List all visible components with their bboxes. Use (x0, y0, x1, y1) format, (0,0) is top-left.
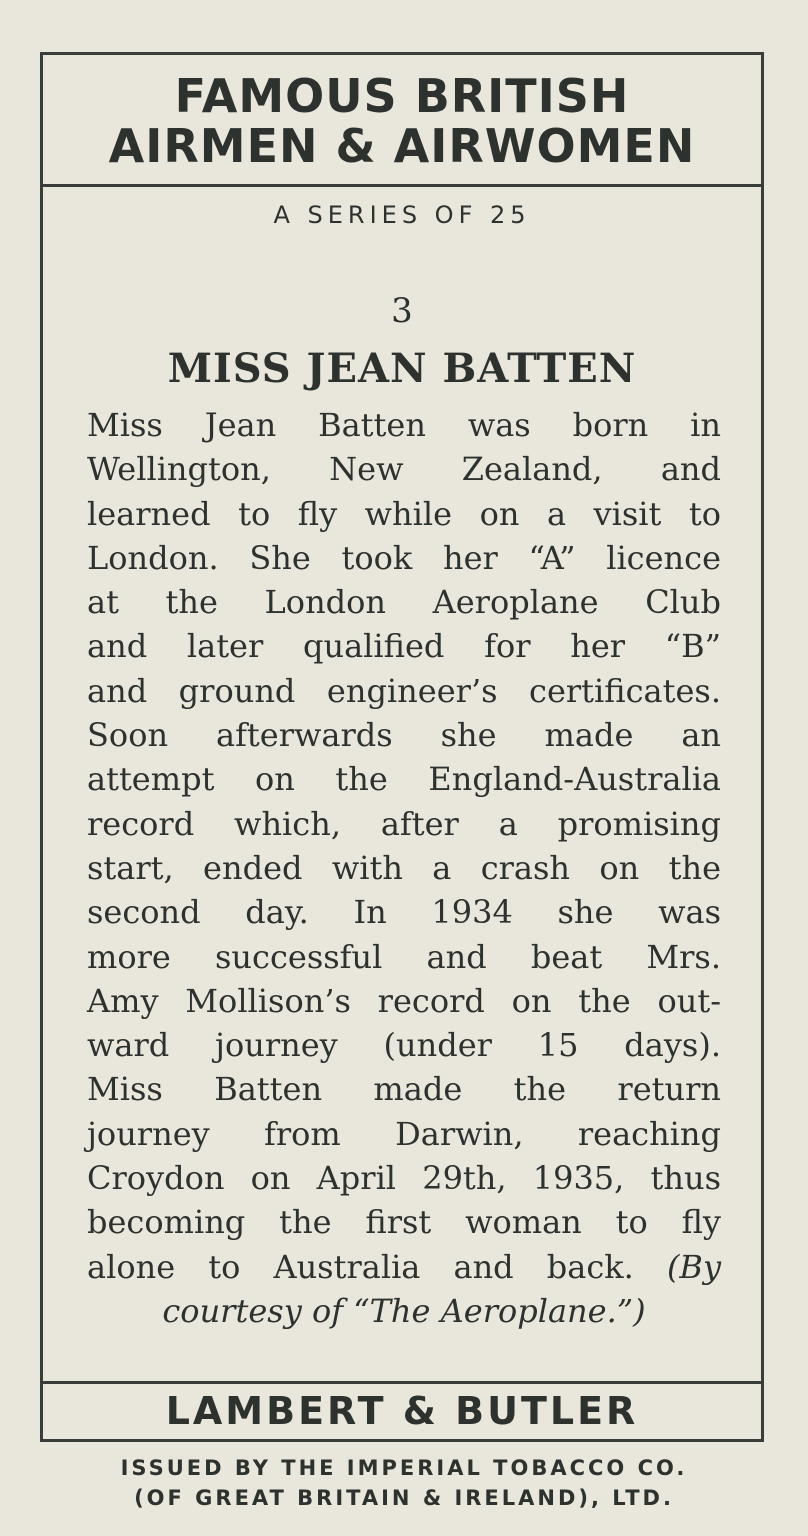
body-line: and later qualified for her “B” (87, 627, 721, 666)
body-line: Miss Jean Batten was born in (87, 406, 721, 444)
body-line: Amy Mollison’s record on the out- (87, 981, 721, 1020)
body-line: record which, after a promising (87, 804, 721, 843)
last-line-text: alone to Australia and back. (87, 1247, 634, 1286)
credit-part-2: courtesy of “The Aeroplane.”) (162, 1291, 646, 1330)
body-line: Croydon on April 29th, 1935, thus (87, 1159, 721, 1198)
series-count: A SERIES OF 25 (273, 201, 531, 229)
body-line: at the London Aeroplane Club (87, 583, 721, 622)
card-header (43, 55, 761, 187)
credit-line (87, 1289, 721, 1333)
body-line: journey from Darwin, reaching (87, 1114, 721, 1153)
body-line-last (87, 1245, 721, 1289)
body-line: attempt on the England-Australia (87, 760, 721, 799)
body-line: Wellington, New Zealand, and (87, 450, 721, 489)
body-line: more successful and beat Mrs. (87, 937, 721, 976)
credit-part-1: (By (666, 1247, 722, 1286)
body-line: start, ended with a crash on the (87, 848, 721, 887)
card-description (87, 403, 721, 1333)
issuer-line-2: (OF GREAT BRITAIN & IRELAND), LTD. (134, 1486, 674, 1510)
body-line: becoming the first woman to fly (87, 1203, 721, 1242)
series-title-line-1: FAMOUS BRITISH (174, 69, 630, 123)
body-line: London. She took her “A” licence (87, 538, 721, 577)
body-line: ward journey (under 15 days). (87, 1026, 721, 1065)
card-number: 3 (391, 291, 413, 331)
person-name: MISS JEAN BATTEN (167, 345, 637, 392)
brand-footer: LAMBERT & BUTLER (43, 1381, 761, 1439)
body-line: Soon afterwards she made an (87, 716, 721, 755)
body-line: and ground engineer’s certificates. (87, 671, 721, 710)
body-line: second day. In 1934 she was (87, 893, 721, 932)
issuer-line-1: ISSUED BY THE IMPERIAL TOBACCO CO. (120, 1456, 688, 1480)
body-line: learned to fly while on a visit to (87, 494, 721, 533)
card-frame (40, 52, 764, 1442)
body-line: Miss Batten made the return (87, 1070, 721, 1109)
series-title-line-2: AIRMEN & AIRWOMEN (108, 119, 696, 173)
